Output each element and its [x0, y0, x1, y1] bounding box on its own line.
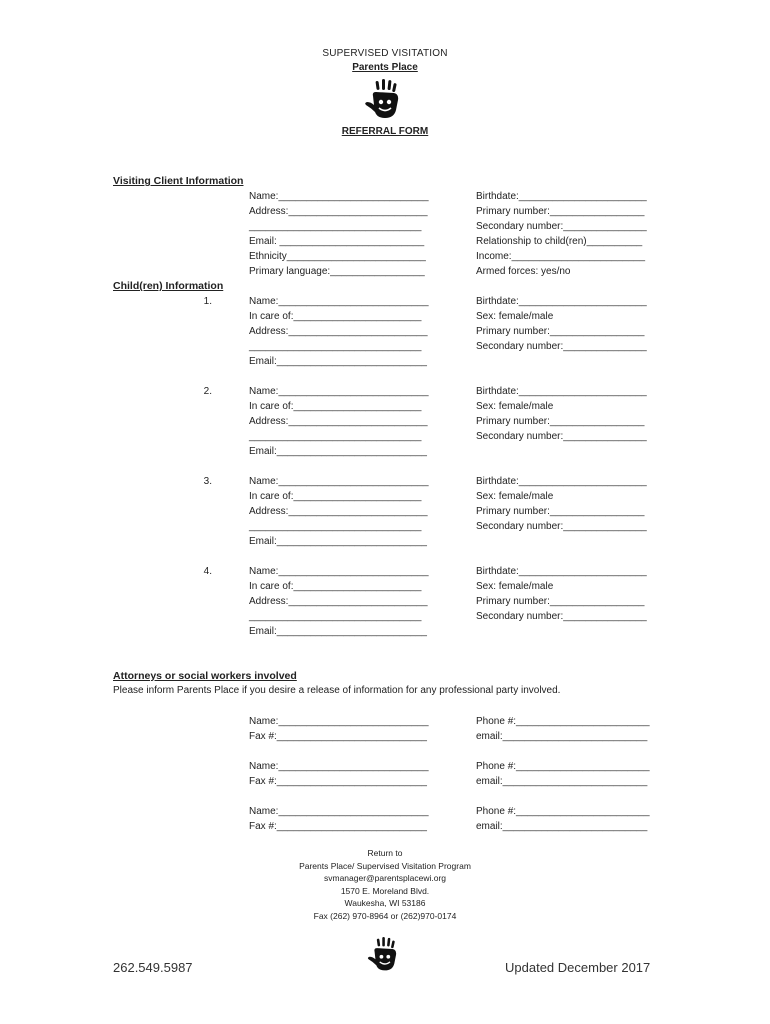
client-income-field[interactable]: Income:________________________ — [476, 251, 646, 262]
return-info — [0, 847, 770, 922]
attorney-name-field[interactable]: Name:___________________________ — [249, 806, 429, 817]
child-address-field[interactable]: Address:_________________________ — [249, 416, 428, 427]
client-secondary-number-field[interactable]: Secondary number:_______________ — [476, 221, 647, 232]
child-1-number: 1. — [203, 296, 212, 307]
attorney-fax-field[interactable]: Fax #:___________________________ — [249, 731, 427, 742]
attorney-2-left-fields — [249, 759, 429, 789]
attorney-phone-field[interactable]: Phone #:________________________ — [476, 761, 650, 772]
attorney-1-right-fields — [476, 714, 650, 744]
child-sex-field[interactable]: Sex: female/male — [476, 491, 554, 502]
child-address-line2-field[interactable]: _______________________________ — [249, 341, 422, 352]
child-1-left-fields — [249, 294, 429, 369]
handprint-icon — [366, 935, 402, 975]
attorney-3-left-fields — [249, 804, 429, 834]
client-primary-number-field[interactable]: Primary number:_________________ — [476, 206, 645, 217]
attorney-email-field[interactable]: email:__________________________ — [476, 731, 648, 742]
child-email-field[interactable]: Email:___________________________ — [249, 626, 427, 637]
child-sex-field[interactable]: Sex: female/male — [476, 311, 554, 322]
visiting-client-heading: Visiting Client Information — [113, 175, 244, 187]
child-4-right-fields — [476, 564, 647, 624]
return-email: svmanager@parentsplacewi.org — [323, 873, 447, 883]
child-4-left-fields — [249, 564, 429, 639]
child-care-of-field[interactable]: In care of:_______________________ — [249, 491, 422, 502]
child-birthdate-field[interactable]: Birthdate:_______________________ — [476, 566, 647, 577]
child-1-right-fields — [476, 294, 647, 354]
child-email-field[interactable]: Email:___________________________ — [249, 446, 427, 457]
attorney-name-field[interactable]: Name:___________________________ — [249, 761, 429, 772]
child-name-field[interactable]: Name:___________________________ — [249, 386, 429, 397]
child-name-field[interactable]: Name:___________________________ — [249, 566, 429, 577]
footer-updated: Updated December 2017 — [505, 960, 651, 975]
attorney-1-left-fields — [249, 714, 429, 744]
return-street: 1570 E. Moreland Blvd. — [340, 885, 430, 896]
child-3-number: 3. — [203, 476, 212, 487]
child-address-line2-field[interactable]: _______________________________ — [249, 431, 422, 442]
child-email-field[interactable]: Email:___________________________ — [249, 536, 427, 547]
child-care-of-field[interactable]: In care of:_______________________ — [249, 401, 422, 412]
attorney-phone-field[interactable]: Phone #:________________________ — [476, 806, 650, 817]
child-birthdate-field[interactable]: Birthdate:_______________________ — [476, 386, 647, 397]
child-primary-number-field[interactable]: Primary number:_________________ — [476, 506, 645, 517]
footer-phone: 262.549.5987 — [113, 960, 193, 975]
child-secondary-number-field[interactable]: Secondary number:_______________ — [476, 611, 647, 622]
child-care-of-field[interactable]: In care of:_______________________ — [249, 311, 422, 322]
return-fax: Fax (262) 970-8964 or (262)970-0174 — [313, 910, 457, 921]
client-language-field[interactable]: Primary language:_________________ — [249, 266, 425, 277]
return-city: Waukesha, WI 53186 — [344, 898, 426, 908]
child-birthdate-field[interactable]: Birthdate:_______________________ — [476, 476, 647, 487]
client-email-field[interactable]: Email: __________________________ — [249, 236, 425, 247]
header-title: SUPERVISED VISITATION — [322, 48, 448, 59]
client-address-line2-field[interactable]: _______________________________ — [249, 221, 422, 232]
child-3-left-fields — [249, 474, 429, 549]
child-secondary-number-field[interactable]: Secondary number:_______________ — [476, 521, 647, 532]
child-name-field[interactable]: Name:___________________________ — [249, 476, 429, 487]
child-2-left-fields — [249, 384, 429, 459]
return-line: Parents Place/ Supervised Visitation Program — [299, 860, 471, 871]
child-sex-field[interactable]: Sex: female/male — [476, 401, 554, 412]
client-relationship-field[interactable]: Relationship to child(ren)__________ — [476, 236, 643, 247]
child-2-right-fields — [476, 384, 647, 444]
child-secondary-number-field[interactable]: Secondary number:_______________ — [476, 341, 647, 352]
child-address-line2-field[interactable]: _______________________________ — [249, 611, 422, 622]
visiting-client-left-fields — [249, 189, 429, 279]
client-address-field[interactable]: Address:_________________________ — [249, 206, 428, 217]
attorneys-heading: Attorneys or social workers involved — [113, 670, 297, 682]
attorney-fax-field[interactable]: Fax #:___________________________ — [249, 776, 427, 787]
client-ethnicity-field[interactable]: Ethnicity_________________________ — [249, 251, 426, 262]
child-4-number: 4. — [203, 566, 212, 577]
attorneys-note: Please inform Parents Place if you desire a release of information for any professional party involved. — [113, 685, 561, 696]
child-birthdate-field[interactable]: Birthdate:_______________________ — [476, 296, 647, 307]
children-heading: Child(ren) Information — [113, 280, 224, 292]
attorney-name-field[interactable]: Name:___________________________ — [249, 716, 429, 727]
child-email-field[interactable]: Email:___________________________ — [249, 356, 427, 367]
attorney-2-right-fields — [476, 759, 650, 789]
client-birthdate-field[interactable]: Birthdate:_______________________ — [476, 191, 647, 202]
form-title: REFERRAL FORM — [341, 126, 429, 137]
visiting-client-right-fields — [476, 189, 647, 279]
child-sex-field[interactable]: Sex: female/male — [476, 581, 554, 592]
attorney-phone-field[interactable]: Phone #:________________________ — [476, 716, 650, 727]
client-name-field[interactable]: Name:___________________________ — [249, 191, 429, 202]
child-name-field[interactable]: Name:___________________________ — [249, 296, 429, 307]
child-address-field[interactable]: Address:_________________________ — [249, 326, 428, 337]
child-address-field[interactable]: Address:_________________________ — [249, 506, 428, 517]
org-name: Parents Place — [352, 62, 418, 73]
child-primary-number-field[interactable]: Primary number:_________________ — [476, 326, 645, 337]
child-2-number: 2. — [203, 386, 212, 397]
child-primary-number-field[interactable]: Primary number:_________________ — [476, 596, 645, 607]
attorney-3-right-fields — [476, 804, 650, 834]
child-care-of-field[interactable]: In care of:_______________________ — [249, 581, 422, 592]
attorney-email-field[interactable]: email:__________________________ — [476, 821, 648, 832]
client-armed-forces-field[interactable]: Armed forces: yes/no — [476, 266, 571, 277]
child-secondary-number-field[interactable]: Secondary number:_______________ — [476, 431, 647, 442]
child-primary-number-field[interactable]: Primary number:_________________ — [476, 416, 645, 427]
child-address-line2-field[interactable]: _______________________________ — [249, 521, 422, 532]
child-3-right-fields — [476, 474, 647, 534]
attorney-email-field[interactable]: email:__________________________ — [476, 776, 648, 787]
attorney-fax-field[interactable]: Fax #:___________________________ — [249, 821, 427, 832]
return-line: Return to — [367, 848, 403, 858]
child-address-field[interactable]: Address:_________________________ — [249, 596, 428, 607]
handprint-icon — [363, 78, 405, 122]
